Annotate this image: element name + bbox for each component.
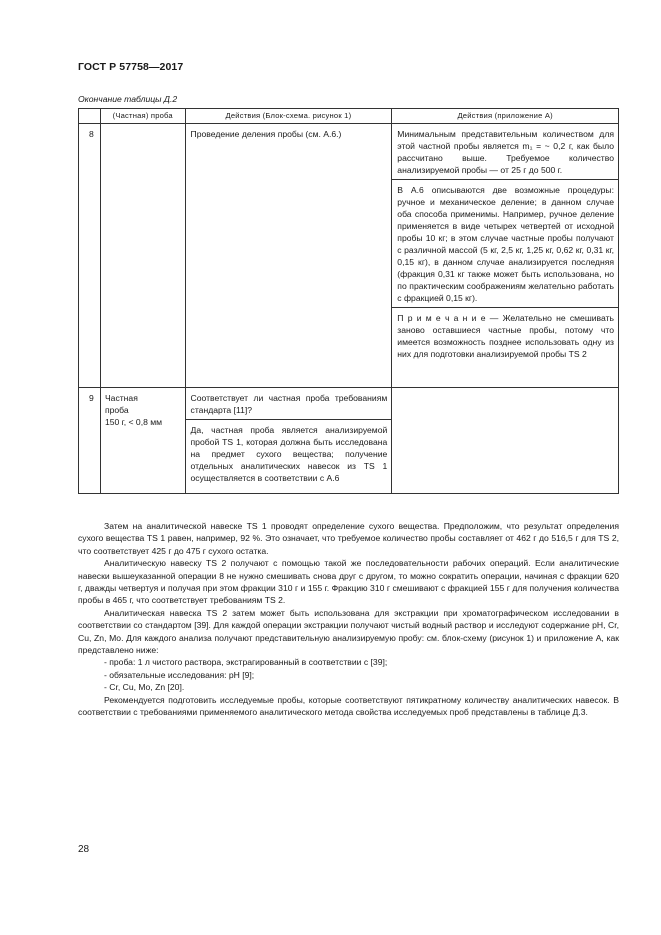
sample-description <box>101 388 185 431</box>
column-header-annex-actions: Действия (приложение А) <box>392 109 619 124</box>
column-header-number <box>79 109 101 124</box>
annex-action-paragraph: В А.6 описываются две возможные процедуры: ручное и механическое деление; в данном случае оба способа применимы. Например, ручное деление применяется в виде четырех четвертей от исходной пробы 10 кг; в этом случае частные пробы получают с различной массой (5 кг, 2,5 кг, 1,25 кг, 0,62 кг, 0,31 кг, 0,15 кг), в данном случае анализируется последняя (фракция 0,31 кг также может быть использована, но по практическим соображениям желательно работать с фракцией 0,15 кг). <box>392 179 618 307</box>
table-row <box>79 124 619 388</box>
sample-line: проба <box>104 405 129 415</box>
annex-action-paragraph: Минимальным представительным количеством для этой частной пробы является m₁ = ~ 0,2 г, как было рассчитано выше. Требуемое количество анализируемой пробы — от 25 г до 500 г. <box>397 129 614 175</box>
table-row <box>79 388 619 494</box>
row-sample <box>100 388 185 494</box>
row-flowchart-action <box>185 124 392 388</box>
note-label: П р и м е ч а н и е <box>397 313 486 323</box>
document-title: ГОСТ Р 57758—2017 <box>78 61 184 73</box>
row-flowchart-action <box>185 388 392 494</box>
flowchart-action-text: Соответствует ли частная проба требованиям стандарта [11]? <box>190 393 388 415</box>
row-sample <box>100 124 185 388</box>
note-text: — Желательно не смешивать заново оставшиеся частные пробы, потому что имеется возможность позднее использовать одну из них для подготовки анализируемой пробы TS 2 <box>397 313 615 359</box>
paragraph: Аналитическую навеску TS 2 получают с помощью такой же последовательности рабочих операций. Если аналитические навески вышеуказанной операции 8 не нужно смешивать снова друг с другом, то можно сократить операции, начиная с фракции 620 г, дважды четвертуя и получая при этом фракции 310 г и 155 г. Фракцию 310 г смешивают с фракцией 155 г для получения количества пробы в 465 г, что соответствует требованиям TS 2. <box>78 558 619 606</box>
list-item: - Cr, Cu, Mo, Zn [20]. <box>104 682 185 693</box>
paragraph: Рекомендуется подготовить исследуемые пробы, которые соответствуют пятикратному количеству аналитических навесок. В соответствии с требованиями применяемого аналитического метода свойства исследуемых проб представлены в таблице Д.3. <box>78 694 619 718</box>
row-number: 9 <box>79 388 101 494</box>
paragraph: Аналитическая навеска TS 2 затем может быть использована для экстракции при хроматографическом исследовании в соответствии со стандартом [39]. Для каждой операции экстракции получают чистый водный раствор и исследуют содержание pH, Cr, Cu, Zn, Mo. Для каждого анализа получают представительную анализируемую пробу: см. блок-схему (рисунок 1) и приложение А, как представлено ниже: <box>78 607 619 656</box>
row-annex-action <box>392 124 619 388</box>
column-header-flowchart-actions: Действия (Блок-схема. рисунок 1) <box>185 109 392 124</box>
list-item: - обязательные исследования: pH [9]; <box>104 669 255 680</box>
sample-line: 150 г, < 0,8 мм <box>104 417 163 427</box>
table-header-row <box>79 109 619 124</box>
procedure-table <box>78 108 619 494</box>
sample-line: Частная <box>104 393 138 403</box>
table-caption: Окончание таблицы Д.2 <box>78 94 178 104</box>
row-annex-action <box>392 388 619 494</box>
body-text <box>78 520 619 719</box>
flowchart-action-text: Проведение деления пробы (см. А.6.) <box>190 129 342 139</box>
annex-action-note <box>392 307 618 363</box>
page-number: 28 <box>78 844 90 855</box>
paragraph: Затем на аналитической навеске TS 1 проводят определение сухого вещества. Предположим, что результат определения сухого вещества TS 1 равен, например, 92 %. Это означает, что требуемое количество пробы составляет от 462 г до 516,5 г для TS 2, что соответствует 425 г до 475 г сухого остатка. <box>78 521 619 556</box>
column-header-sample: (Частная) проба <box>100 109 185 124</box>
flowchart-action-text: Да, частная проба является анализируемой пробой TS 1, которая должна быть исследована на предмет сухого вещества; получение отдельных аналитических навесок из TS 1 осуществляется в соответствии с А.6 <box>186 419 392 487</box>
row-number: 8 <box>79 124 101 388</box>
list-item: - проба: 1 л чистого раствора, экстрагированный в соответствии с [39]; <box>104 657 388 668</box>
